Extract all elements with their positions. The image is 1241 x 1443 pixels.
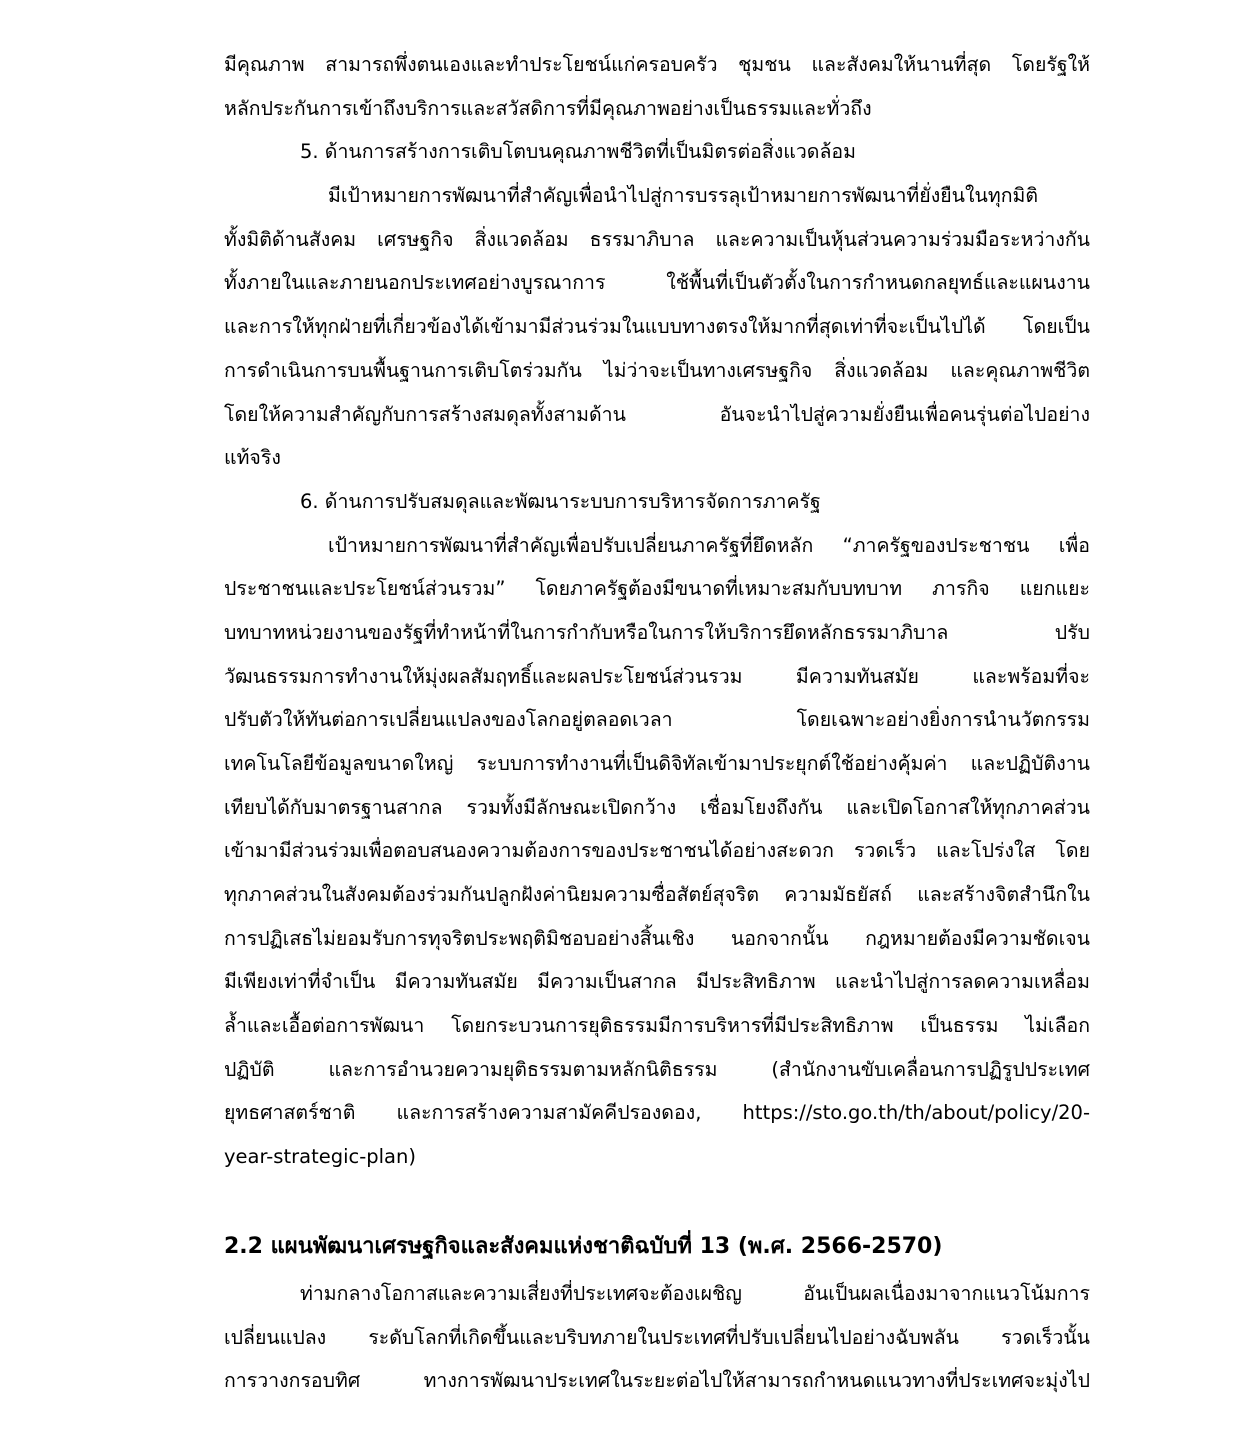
body-text-line: วัฒนธรรมการทำงานให้มุ่งผลสัมฤทธิ์และผลประโยชน์ส่วนรวม มีความทันสมัย และพร้อมที่จะ — [224, 665, 1090, 688]
body-text-line: ปรับตัวให้ทันต่อการเปลี่ยนแปลงของโลกอยู่ตลอดเวลา โดยเฉพาะอย่างยิ่งการนำนวัตกรรม — [224, 708, 1090, 731]
body-text-line: บทบาทหน่วยงานของรัฐที่ทำหน้าที่ในการกำกับหรือในการให้บริการยึดหลักธรรมาภิบาล ปรับ — [224, 621, 1090, 644]
body-text-line: เทียบได้กับมาตรฐานสากล รวมทั้งมีลักษณะเปิดกว้าง เชื่อมโยงถึงกัน และเปิดโอกาสให้ทุกภาคส่วน — [224, 796, 1090, 819]
body-text-line: การดำเนินการบนพื้นฐานการเติบโตร่วมกัน ไม่ว่าจะเป็นทางเศรษฐกิจ สิ่งแวดล้อม และคุณภาพชีวิต — [224, 359, 1090, 382]
body-text-line: ทั้งภายในและภายนอกประเทศอย่างบูรณาการ ใช้พื้นที่เป็นตัวตั้งในการกำหนดกลยุทธ์และแผนงาน — [224, 271, 1090, 294]
numbered-item-heading: 5. ด้านการสร้างการเติบโตบนคุณภาพชีวิตที่เป็นมิตรต่อสิ่งแวดล้อม — [300, 140, 856, 163]
body-text-line: โดยให้ความสำคัญกับการสร้างสมดุลทั้งสามด้าน อันจะนำไปสู่ความยั่งยืนเพื่อคนรุ่นต่อไปอย่าง — [224, 403, 1090, 426]
body-text-line: ประชาชนและประโยชน์ส่วนรวม” โดยภาครัฐต้องมีขนาดที่เหมาะสมกับบทบาท ภารกิจ แยกแยะ — [224, 577, 1090, 600]
body-text-line: ท่ามกลางโอกาสและความเสี่ยงที่ประเทศจะต้องเผชิญ อันเป็นผลเนื่องมาจากแนวโน้มการ — [300, 1282, 1090, 1305]
body-text-line: เป้าหมายการพัฒนาที่สำคัญเพื่อปรับเปลี่ยนภาครัฐที่ยึดหลัก “ภาครัฐของประชาชน เพื่อ — [328, 534, 1090, 557]
body-text-line: การวางกรอบทิศ ทางการพัฒนาประเทศในระยะต่อไปให้สามารถกำหนดแนวทางที่ประเทศจะมุ่งไป — [224, 1369, 1090, 1392]
reference-line: year-strategic-plan) — [224, 1145, 416, 1168]
body-text-line: มีคุณภาพ สามารถพึ่งตนเองและทำประโยชน์แก่ครอบครัว ชุมชน และสังคมให้นานที่สุด โดยรัฐให้ — [224, 53, 1090, 76]
body-text-line: ล้ำและเอื้อต่อการพัฒนา โดยกระบวนการยุติธรรมมีการบริหารที่มีประสิทธิภาพ เป็นธรรม ไม่เลือก — [224, 1014, 1090, 1037]
body-text-line: การปฏิเสธไม่ยอมรับการทุจริตประพฤติมิชอบอย่างสิ้นเชิง นอกจากนั้น กฎหมายต้องมีความชัดเจน — [224, 927, 1090, 950]
body-text-line: มีเป้าหมายการพัฒนาที่สำคัญเพื่อนำไปสู่การบรรลุเป้าหมายการพัฒนาที่ยั่งยืนในทุกมิติ — [328, 184, 1039, 207]
body-text-line: แท้จริง — [224, 446, 281, 469]
body-text-line: ปฏิบัติ และการอำนวยความยุติธรรมตามหลักนิติธรรม (สำนักงานขับเคลื่อนการปฏิรูปประเทศ — [224, 1058, 1090, 1081]
body-text-line: เข้ามามีส่วนร่วมเพื่อตอบสนองความต้องการของประชาชนได้อย่างสะดวก รวดเร็ว และโปร่งใส โดย — [224, 839, 1090, 862]
body-text-line: ทุกภาคส่วนในสังคมต้องร่วมกันปลูกฝังค่านิยมความซื่อสัตย์สุจริต ความมัธยัสถ์ และสร้างจิตสำนึกใน — [224, 883, 1090, 906]
reference-line: ยุทธศาสตร์ชาติ และการสร้างความสามัคคีปรองดอง, https://sto.go.th/th/about/policy/20- — [224, 1101, 1090, 1124]
section-heading: 2.2 แผนพัฒนาเศรษฐกิจและสังคมแห่งชาติฉบับที่ 13 (พ.ศ. 2566-2570) — [224, 1234, 943, 1259]
body-text-line: เทคโนโลยีข้อมูลขนาดใหญ่ ระบบการทำงานที่เป็นดิจิทัลเข้ามาประยุกต์ใช้อย่างคุ้มค่า และปฏิบัติงาน — [224, 752, 1090, 775]
body-text-line: มีเพียงเท่าที่จำเป็น มีความทันสมัย มีความเป็นสากล มีประสิทธิภาพ และนำไปสู่การลดความเหลื่อม — [224, 970, 1090, 993]
numbered-item-heading: 6. ด้านการปรับสมดุลและพัฒนาระบบการบริหารจัดการภาครัฐ — [300, 490, 821, 513]
body-text-line: เปลี่ยนแปลง ระดับโลกที่เกิดขึ้นและบริบทภายในประเทศที่ปรับเปลี่ยนไปอย่างฉับพลัน รวดเร็วนั้น — [224, 1326, 1090, 1349]
body-text-line: หลักประกันการเข้าถึงบริการและสวัสดิการที่มีคุณภาพอย่างเป็นธรรมและทั่วถึง — [224, 97, 872, 120]
body-text-line: ทั้งมิติด้านสังคม เศรษฐกิจ สิ่งแวดล้อม ธรรมาภิบาล และความเป็นหุ้นส่วนความร่วมมือระหว่างกัน — [224, 228, 1090, 251]
body-text-line: และการให้ทุกฝ่ายที่เกี่ยวข้องได้เข้ามามีส่วนร่วมในแบบทางตรงให้มากที่สุดเท่าที่จะเป็นไปได้ โดยเป็น — [224, 315, 1090, 338]
